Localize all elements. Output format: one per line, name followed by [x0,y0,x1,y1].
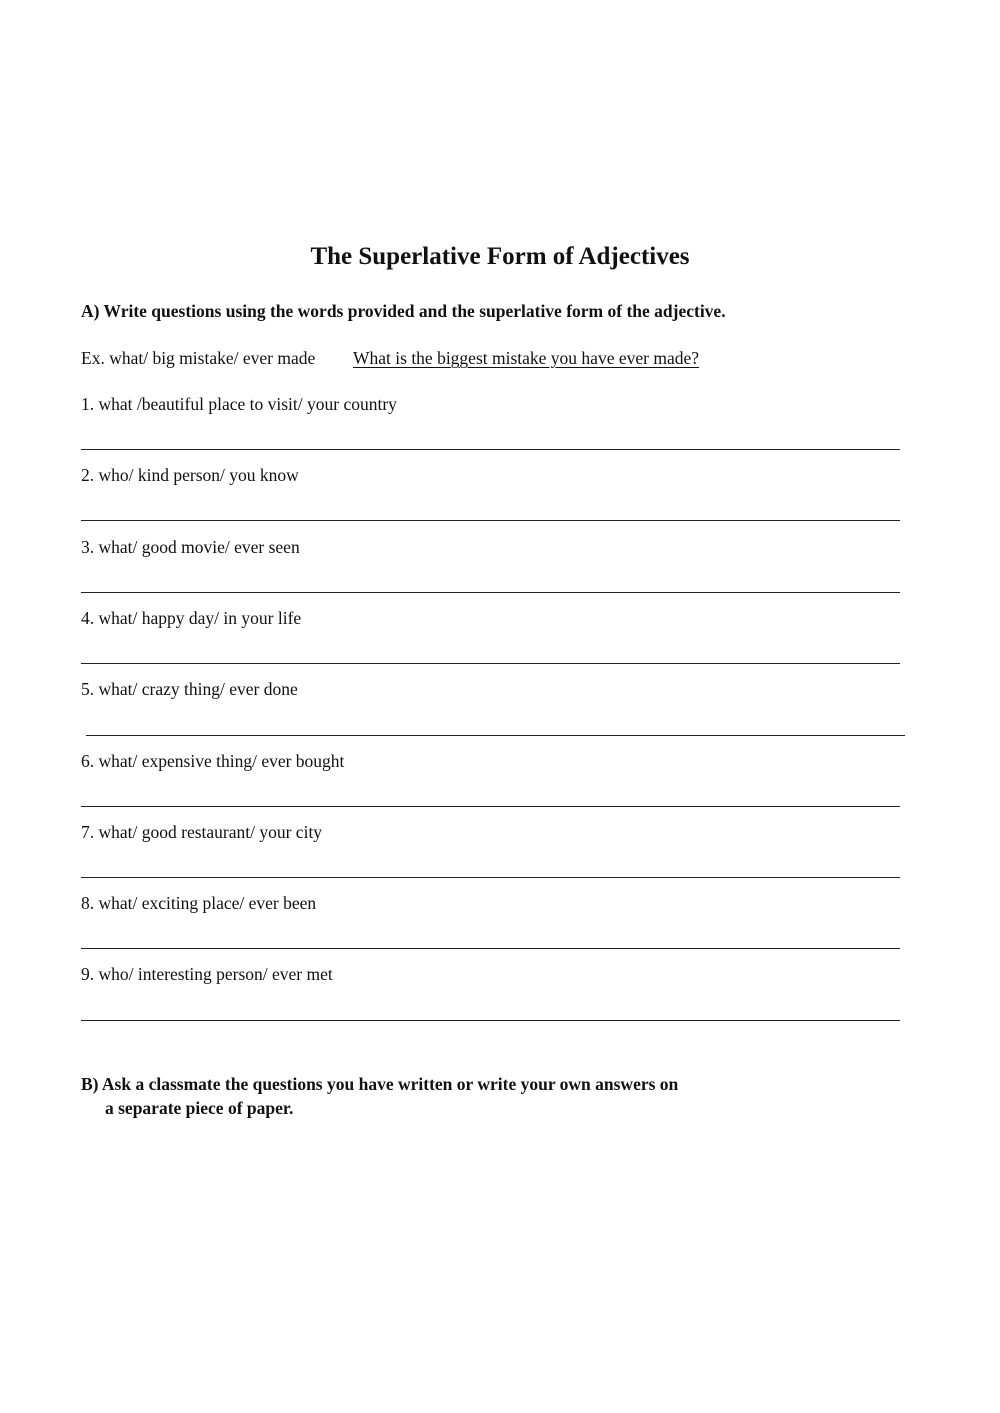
answer-line-3[interactable] [81,592,900,593]
question-prompt-7: 7. what/ good restaurant/ your city [81,822,323,842]
section-b-line-2: a separate piece of paper. [105,1098,294,1118]
example-answer: What is the biggest mistake you have ever made? [353,348,699,368]
section-b-line-1: B) Ask a classmate the questions you have written or write your own answers on [81,1074,679,1094]
question-prompt-5: 5. what/ crazy thing/ ever done [81,679,298,699]
example-prompt: Ex. what/ big mistake/ ever made [81,348,316,368]
answer-line-7[interactable] [81,877,900,878]
question-prompt-2: 2. who/ kind person/ you know [81,465,299,485]
question-prompt-4: 4. what/ happy day/ in your life [81,608,302,628]
question-prompt-8: 8. what/ exciting place/ ever been [81,893,317,913]
section-a-instruction: A) Write questions using the words provided and the superlative form of the adjective. [81,301,726,321]
question-prompt-1: 1. what /beautiful place to visit/ your country [81,394,397,414]
section-b-instruction [81,1072,781,1120]
page-title: The Superlative Form of Adjectives [310,243,690,270]
question-prompt-9: 9. who/ interesting person/ ever met [81,964,333,984]
answer-line-2[interactable] [81,520,900,521]
answer-line-5[interactable] [86,735,905,736]
answer-line-1[interactable] [81,449,900,450]
example-row [81,348,699,369]
question-prompt-6: 6. what/ expensive thing/ ever bought [81,751,345,771]
answer-line-9[interactable] [81,1020,900,1021]
answer-line-4[interactable] [81,663,900,664]
answer-line-6[interactable] [81,806,900,807]
question-prompt-3: 3. what/ good movie/ ever seen [81,537,300,557]
answer-line-8[interactable] [81,948,900,949]
